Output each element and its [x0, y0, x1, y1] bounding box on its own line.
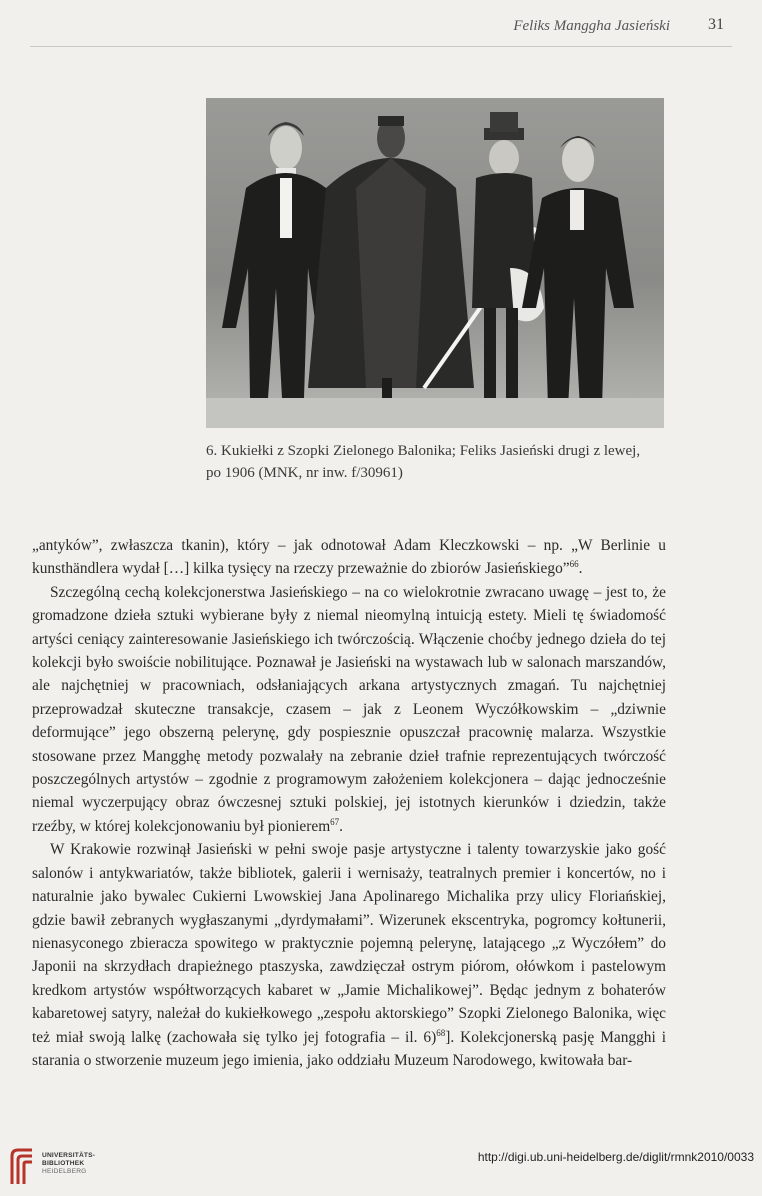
photograph-icon	[206, 98, 664, 428]
library-logo-text: UNIVERSITÄTS- BIBLIOTHEK HEIDELBERG	[42, 1152, 96, 1175]
paragraph: W Krakowie rozwinął Jasieński w pełni swoje pasje artystyczne i talenty towarzyskie jako gość salonów i antykwariatów, także bibliotek, galerii i wernisaży, teatralnych premier i koncertów, no i naturalnie jako bywalec Cukierni Lwowskiej Jana Apolinarego Michalika przy ulicy Floriańskiej, gdzie bawił zebranych wygłaszanymi „dyrdymałami”. Wizerunek ekscentryka, pogromcy kołtunerii, nienasyconego zbieracza spowitego w praktycznie pojemną pelerynę, latającego „z Wyczółem” do Japonii na skrzydłach drapieżnego ptaszyska, zawdzięczał ostrym piórom, ołówkom i pastelowym kredkom artystów współtworzących kabaret w „Jamie Michalikowej”. Będąc jednym z bohaterów kabaretowej satyry, należał do kukiełkowego „zespołu aktorskiego” Szopki Zielonego Balonika, więc też miał swoją lalkę (zachowała się tylko jej fotografia – il. 6)$^{68}$]. Kolekcjonerską pasję Mangghi i starania o stworzenie muzeum jego imienia, jako oddziału Muzeum Narodowego, kwitowała bar-	[32, 841, 666, 1069]
puppets-photograph	[206, 98, 664, 428]
library-logo[interactable]	[8, 1146, 128, 1186]
source-url[interactable]: http://digi.ub.uni-heidelberg.de/diglit/rmnk2010/0033	[477, 1150, 754, 1164]
paragraph: Szczególną cechą kolekcjonerstwa Jasieńskiego – na co wielokrotnie zwracano uwagę – jest to, że gromadzone dzieła sztuki wybierane były z niemal nieomylną intuicją estety. Mieli tę świadomość artyści ceniący zainteresowanie Jasieńskiego ich twórczością. Włączenie choćby jednego dzieła do tej kolekcji było swoiście nobilitujące. Poznawał je Jasieński na wystawach lub w salonach marszandów, ale najchętniej w pracowniach, odsłaniających arkana artystycznych zmagań. Tu najchętniej przeprowadzał skuteczne transakcje, czasem – jak z Leonem Wyczółkowskim – „dziwnie deformujące” jego obszerną pelerynę, gdy pospiesznie opuszczał pracownię malarza. Wszystkie stosowane przez Mangghę metody pozwalały na zebranie dzieł trafnie reprezentujących twórczość poszczególnych artystów – zgodnie z programowym założeniem kolekcjonera – dając jednocześnie niemal wyczerpujący obraz ówczesnej sztuki polskiej, jej istotnych kierunków i dziedzin, także rzeźby, w której kolekcjonowaniu był pionierem$^{67}$.	[32, 583, 666, 835]
paragraph: „antyków”, zwłaszcza tkanin), który – jak odnotował Adam Kleczkowski – np. „W Berlinie u kunsthändlera wydał […] kilka tysięcy na rzeczy przeważnie do zbiorów Jasieńskiego”$^{66}$.	[32, 537, 666, 578]
page-number: 31	[708, 16, 724, 33]
footnote-ref[interactable]: 67	[330, 816, 340, 827]
running-title: Feliks Manggha Jasieński	[513, 18, 670, 34]
figure-caption	[206, 440, 668, 484]
body-text	[32, 534, 666, 1072]
header-rule	[30, 46, 732, 47]
footnote-ref[interactable]: 68	[436, 1027, 446, 1038]
caption-line: po 1906 (MNK, nr inw. f/30961)	[206, 465, 403, 481]
footnote-ref[interactable]: 66	[569, 559, 579, 570]
caption-line: 6. Kukiełki z Szopki Zielonego Balonika; Feliks Jasieński drugi z lewej,	[206, 443, 641, 459]
library-logo-icon	[8, 1146, 36, 1186]
running-header	[0, 14, 762, 44]
